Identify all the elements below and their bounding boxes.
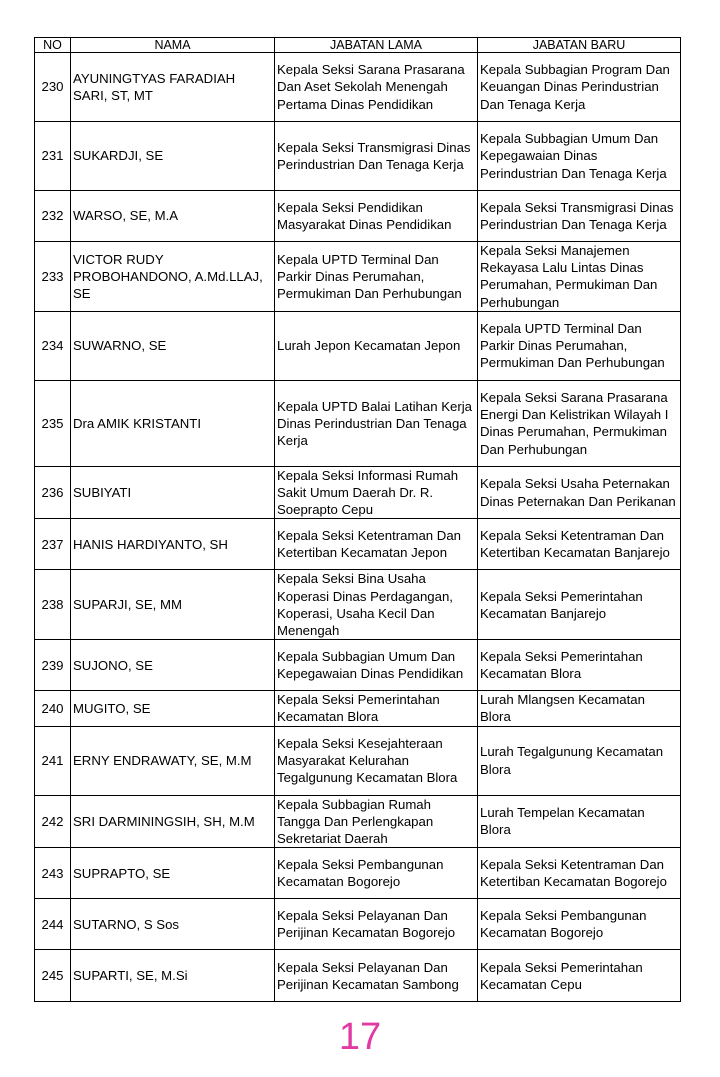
old-position: Kepala Seksi Pelayanan Dan Perijinan Kecamatan Sambong [275, 950, 478, 1002]
old-position: Kepala Seksi Pemerintahan Kecamatan Blora [275, 691, 478, 726]
new-position: Kepala Seksi Pembangunan Kecamatan Bogorejo [478, 899, 681, 950]
row-number: 241 [35, 726, 71, 795]
table-row [35, 380, 681, 466]
employee-name: SUWARNO, SE [71, 311, 275, 380]
header-new-position: JABATAN BARU [478, 38, 681, 53]
employee-name: SUBIYATI [71, 466, 275, 519]
new-position: Kepala Seksi Transmigrasi Dinas Perindustrian Dan Tenaga Kerja [478, 191, 681, 242]
employee-name: SUPRAPTO, SE [71, 848, 275, 899]
table-row [35, 122, 681, 191]
table-row [35, 466, 681, 519]
row-number: 244 [35, 899, 71, 950]
new-position: Kepala UPTD Terminal Dan Parkir Dinas Perumahan, Permukiman Dan Perhubungan [478, 311, 681, 380]
row-number: 242 [35, 795, 71, 848]
new-position: Kepala Seksi Pemerintahan Kecamatan Banjarejo [478, 570, 681, 640]
row-number: 234 [35, 311, 71, 380]
old-position: Kepala UPTD Terminal Dan Parkir Dinas Perumahan, Permukiman Dan Perhubungan [275, 242, 478, 312]
employee-name: SUPARJI, SE, MM [71, 570, 275, 640]
row-number: 231 [35, 122, 71, 191]
row-number: 236 [35, 466, 71, 519]
new-position: Kepala Seksi Pemerintahan Kecamatan Cepu [478, 950, 681, 1002]
table-row [35, 242, 681, 312]
old-position: Kepala Seksi Ketentraman Dan Ketertiban Kecamatan Jepon [275, 519, 478, 570]
row-number: 245 [35, 950, 71, 1002]
new-position: Kepala Seksi Usaha Peternakan Dinas Peternakan Dan Perikanan [478, 466, 681, 519]
employee-name: SUTARNO, S Sos [71, 899, 275, 950]
table-row [35, 726, 681, 795]
employee-name: SUKARDJI, SE [71, 122, 275, 191]
table-header-row [35, 38, 681, 53]
table-row [35, 519, 681, 570]
table-row [35, 640, 681, 691]
new-position: Kepala Seksi Pemerintahan Kecamatan Blora [478, 640, 681, 691]
table-row [35, 311, 681, 380]
row-number: 239 [35, 640, 71, 691]
row-number: 243 [35, 848, 71, 899]
old-position: Kepala Subbagian Rumah Tangga Dan Perlengkapan Sekretariat Daerah [275, 795, 478, 848]
employee-name: VICTOR RUDY PROBOHANDONO, A.Md.LLAJ, SE [71, 242, 275, 312]
table-row [35, 795, 681, 848]
old-position: Kepala Seksi Sarana Prasarana Dan Aset Sekolah Menengah Pertama Dinas Pendidikan [275, 53, 478, 122]
old-position: Kepala Seksi Kesejahteraan Masyarakat Kelurahan Tegalgunung Kecamatan Blora [275, 726, 478, 795]
employee-name: MUGITO, SE [71, 691, 275, 726]
header-name: NAMA [71, 38, 275, 53]
old-position: Kepala Seksi Bina Usaha Koperasi Dinas Perdagangan, Koperasi, Usaha Kecil Dan Menengah [275, 570, 478, 640]
employee-name: ERNY ENDRAWATY, SE, M.M [71, 726, 275, 795]
new-position: Kepala Subbagian Program Dan Keuangan Dinas Perindustrian Dan Tenaga Kerja [478, 53, 681, 122]
header-old-position: JABATAN LAMA [275, 38, 478, 53]
row-number: 235 [35, 380, 71, 466]
old-position: Lurah Jepon Kecamatan Jepon [275, 311, 478, 380]
header-no: NO [35, 38, 71, 53]
old-position: Kepala Seksi Pembangunan Kecamatan Bogorejo [275, 848, 478, 899]
table-row [35, 691, 681, 726]
table-row [35, 191, 681, 242]
row-number: 238 [35, 570, 71, 640]
employee-name: SUPARTI, SE, M.Si [71, 950, 275, 1002]
new-position: Lurah Mlangsen Kecamatan Blora [478, 691, 681, 726]
table-row [35, 950, 681, 1002]
employee-name: SUJONO, SE [71, 640, 275, 691]
row-number: 230 [35, 53, 71, 122]
employee-name: SRI DARMININGSIH, SH, M.M [71, 795, 275, 848]
new-position: Kepala Seksi Ketentraman Dan Ketertiban Kecamatan Banjarejo [478, 519, 681, 570]
table-row [35, 570, 681, 640]
personnel-table [34, 37, 681, 1002]
new-position: Kepala Seksi Manajemen Rekayasa Lalu Lintas Dinas Perumahan, Permukiman Dan Perhubungan [478, 242, 681, 312]
new-position: Kepala Subbagian Umum Dan Kepegawaian Dinas Perindustrian Dan Tenaga Kerja [478, 122, 681, 191]
new-position: Lurah Tegalgunung Kecamatan Blora [478, 726, 681, 795]
row-number: 240 [35, 691, 71, 726]
old-position: Kepala Seksi Transmigrasi Dinas Perindustrian Dan Tenaga Kerja [275, 122, 478, 191]
table-row [35, 899, 681, 950]
row-number: 232 [35, 191, 71, 242]
old-position: Kepala Seksi Pelayanan Dan Perijinan Kecamatan Bogorejo [275, 899, 478, 950]
new-position: Kepala Seksi Ketentraman Dan Ketertiban Kecamatan Bogorejo [478, 848, 681, 899]
table-row [35, 53, 681, 122]
employee-name: HANIS HARDIYANTO, SH [71, 519, 275, 570]
old-position: Kepala Seksi Informasi Rumah Sakit Umum Daerah Dr. R. Soeprapto Cepu [275, 466, 478, 519]
row-number: 237 [35, 519, 71, 570]
row-number: 233 [35, 242, 71, 312]
old-position: Kepala Subbagian Umum Dan Kepegawaian Dinas Pendidikan [275, 640, 478, 691]
employee-name: WARSO, SE, M.A [71, 191, 275, 242]
old-position: Kepala Seksi Pendidikan Masyarakat Dinas Pendidikan [275, 191, 478, 242]
employee-name: AYUNINGTYAS FARADIAH SARI, ST, MT [71, 53, 275, 122]
table-row [35, 848, 681, 899]
new-position: Kepala Seksi Sarana Prasarana Energi Dan Kelistrikan Wilayah I Dinas Perumahan, Permukiman Dan Perhubungan [478, 380, 681, 466]
old-position: Kepala UPTD Balai Latihan Kerja Dinas Perindustrian Dan Tenaga Kerja [275, 380, 478, 466]
employee-name: Dra AMIK KRISTANTI [71, 380, 275, 466]
new-position: Lurah Tempelan Kecamatan Blora [478, 795, 681, 848]
page-number: 17 [338, 1016, 382, 1058]
